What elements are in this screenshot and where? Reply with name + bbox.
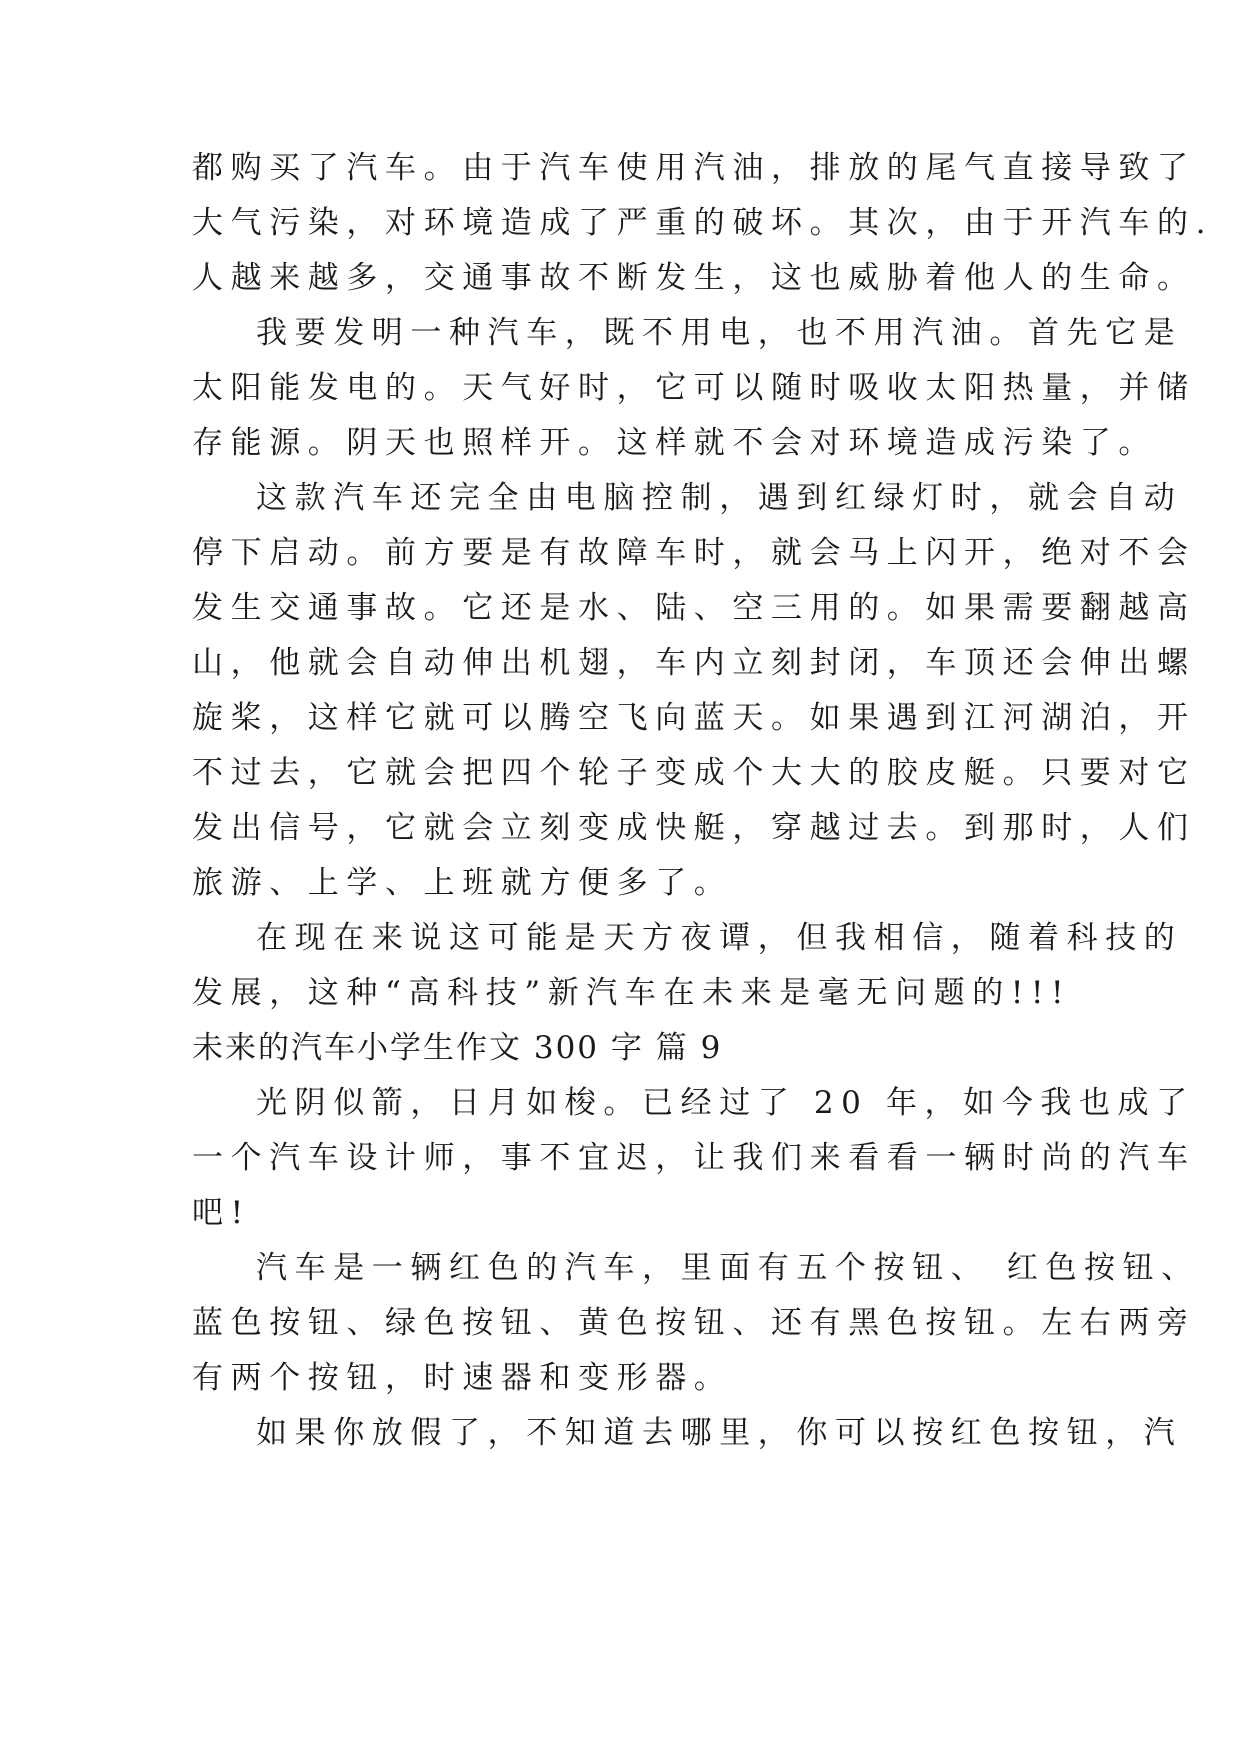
text-line: 蓝色按钮、绿色按钮、黄色按钮、还有黑色按钮。左右两旁: [192, 1305, 1196, 1341]
text-line: 一个汽车设计师，事不宜迟，让我们来看看一辆时尚的汽车: [192, 1140, 1196, 1176]
text-line: 发展，这种“高科技”新汽车在未来是毫无问题的!!!: [192, 975, 1072, 1011]
text-line: 停下启动。前方要是有故障车时，就会马上闪开，绝对不会: [192, 535, 1196, 571]
text-line: 山，他就会自动伸出机翅，车内立刻封闭，车顶还会伸出螺: [192, 645, 1196, 681]
paragraph-start-line: 如果你放假了，不知道去哪里，你可以按红色按钮，汽: [256, 1415, 1183, 1451]
text-line: 有两个按钮，时速器和变形器。: [192, 1360, 733, 1396]
paragraph-start-line: 我要发明一种汽车，既不用电，也不用汽油。首先它是: [256, 315, 1183, 351]
text-line: 大气污染，对环境造成了严重的破坏。其次，由于开汽车的.: [192, 205, 1214, 241]
text-line: 旅游、上学、上班就方便多了。: [192, 865, 733, 901]
text-line: 吧!: [192, 1195, 251, 1231]
paragraph-start-line: 这款汽车还完全由电脑控制，遇到红绿灯时，就会自动: [256, 480, 1183, 516]
text-line: 人越来越多，交通事故不断发生，这也威胁着他人的生命。: [192, 260, 1196, 296]
text-line: 不过去，它就会把四个轮子变成个大大的胶皮艇。只要对它: [192, 755, 1196, 791]
text-line: 都购买了汽车。由于汽车使用汽油，排放的尾气直接导致了: [192, 150, 1196, 186]
section-heading: 未来的汽车小学生作文 300 字 篇 9: [192, 1030, 723, 1066]
paragraph-start-line: 光阴似箭，日月如梭。已经过了 20 年，如今我也成了: [256, 1085, 1195, 1121]
text-line: 旋桨，这样它就可以腾空飞向蓝天。如果遇到江河湖泊，开: [192, 700, 1196, 736]
text-line: 发出信号，它就会立刻变成快艇，穿越过去。到那时，人们: [192, 810, 1196, 846]
paragraph-start-line: 在现在来说这可能是天方夜谭，但我相信，随着科技的: [256, 920, 1183, 956]
text-line: 太阳能发电的。天气好时，它可以随时吸收太阳热量，并储: [192, 370, 1196, 406]
text-line: 发生交通事故。它还是水、陆、空三用的。如果需要翻越高: [192, 590, 1196, 626]
paragraph-start-line: 汽车是一辆红色的汽车，里面有五个按钮、 红色按钮、: [256, 1250, 1200, 1286]
text-line: 存能源。阴天也照样开。这样就不会对环境造成污染了。: [192, 425, 1157, 461]
